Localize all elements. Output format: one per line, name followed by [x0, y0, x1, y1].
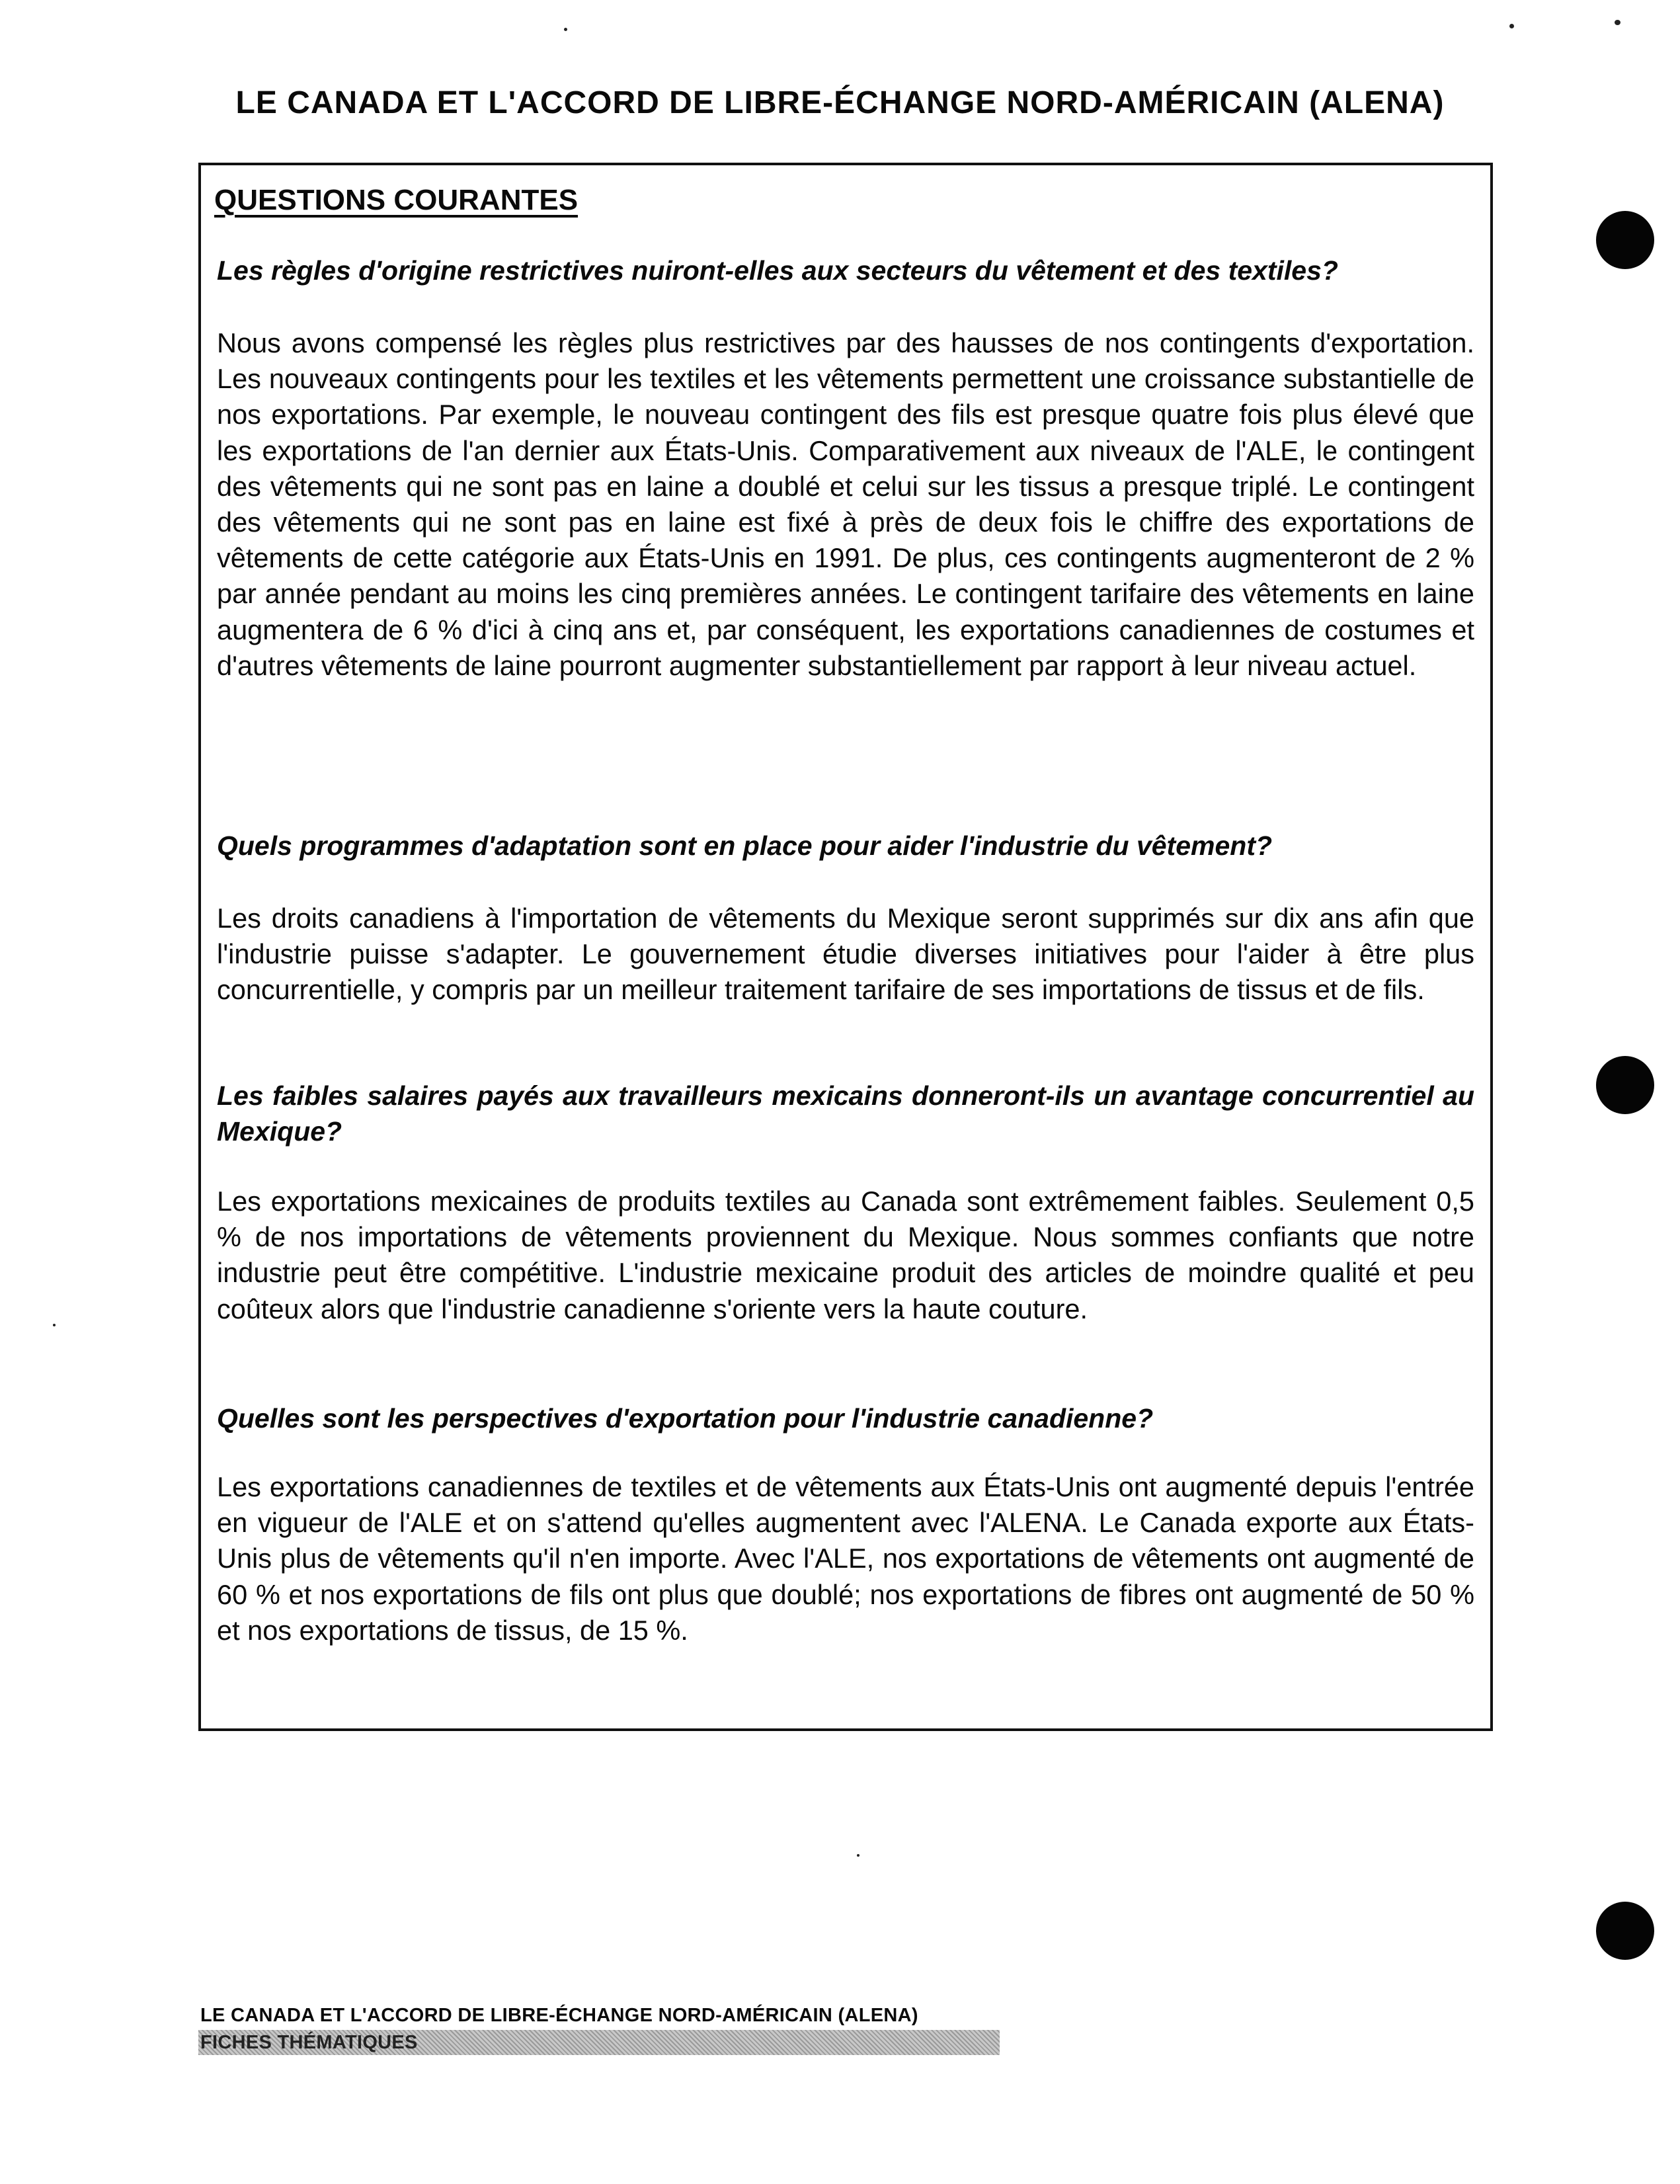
question-3: Les faibles salaires payés aux travailleurs mexicains donneront-ils un avantage concurrentiel au Mexique? [217, 1080, 1474, 1147]
answer-4: Les exportations canadiennes de textiles et de vêtements aux États-Unis ont augmenté depuis l'entrée en vigueur de l'ALE et on s'attend qu'elles augmentent avec l'ALENA. Le Canada exporte aux États-Unis plus de vêtements qu'il n'en importe. Avec l'ALE, nos exportations de vêtements ont augmenté de 60 % et nos exportations de fils ont plus que doublé; nos exportations de fibres ont augmenté de 50 % et nos exportations de tissus, de 15 %. [217, 1471, 1474, 1646]
answer-1: Nous avons compensé les règles plus restrictives par des hausses de nos contingents d'exportation. Les nouveaux contingents pour les textiles et les vêtements permettent une croissance substantielle de nos exportations. Par exemple, le nouveau contingent des fils est presque quatre fois plus élevé que les exportations de l'an dernier aux États-Unis. Comparativement aux niveaux de l'ALE, le contingent des vêtements qui ne sont pas en laine a doublé et celui sur les tissus a presque triplé. Le contingent des vêtements qui ne sont pas en laine est fixé à près de deux fois le chiffre des exportations de vêtements de cette catégorie aux États-Unis en 1991. De plus, ces contingents augmenteront de 2 % par année pendant au moins les cinq premières années. Le contingent tarifaire des vêtements en laine augmentera de 6 % d'ici à cinq ans et, par conséquent, les exportations canadiennes de costumes et d'autres vêtements de laine pourront augmenter substantiellement par rapport à leur niveau actuel. [217, 327, 1474, 681]
question-4: Quelles sont les perspectives d'exportation pour l'industrie canadienne? [217, 1403, 1154, 1434]
scan-speck [1509, 24, 1514, 28]
page-title: LE CANADA ET L'ACCORD DE LIBRE-ÉCHANGE NORD-AMÉRICAIN (ALENA) [235, 85, 1445, 120]
scan-speck [564, 28, 567, 31]
binder-hole-top [1596, 211, 1654, 269]
scan-speck [857, 1854, 860, 1857]
scan-speck [1615, 20, 1620, 25]
binder-hole-bottom [1596, 1902, 1654, 1960]
question-1: Les règles d'origine restrictives nuiront-elles aux secteurs du vêtement et des textiles? [217, 255, 1338, 286]
answer-3: Les exportations mexicaines de produits textiles au Canada sont extrêmement faibles. Seulement 0,5 % de nos importations de vêtements proviennent du Mexique. Nous sommes confiants que notre industrie peut être compétitive. L'industrie mexicaine produit des articles de moindre qualité et peu coûteux alors que l'industrie canadienne s'oriente vers la haute couture. [217, 1186, 1474, 1324]
question-2: Quels programmes d'adaptation sont en place pour aider l'industrie du vêtement? [217, 830, 1273, 861]
section-heading: QUESTIONS COURANTES [214, 184, 579, 216]
footer-title: LE CANADA ET L'ACCORD DE LIBRE-ÉCHANGE NORD-AMÉRICAIN (ALENA) [200, 2005, 918, 2026]
footer-subtitle: FICHES THÉMATIQUES [198, 2030, 1000, 2055]
binder-hole-middle [1596, 1056, 1654, 1114]
answer-2: Les droits canadiens à l'importation de vêtements du Mexique seront supprimés sur dix ans afin que l'industrie puisse s'adapter. Le gouvernement étudie diverses initiatives pour l'aider à être plus concurrentielle, y compris par un meilleur traitement tarifaire de ses importations de tissus et de fils. [217, 903, 1474, 1006]
scan-speck [53, 1324, 56, 1326]
